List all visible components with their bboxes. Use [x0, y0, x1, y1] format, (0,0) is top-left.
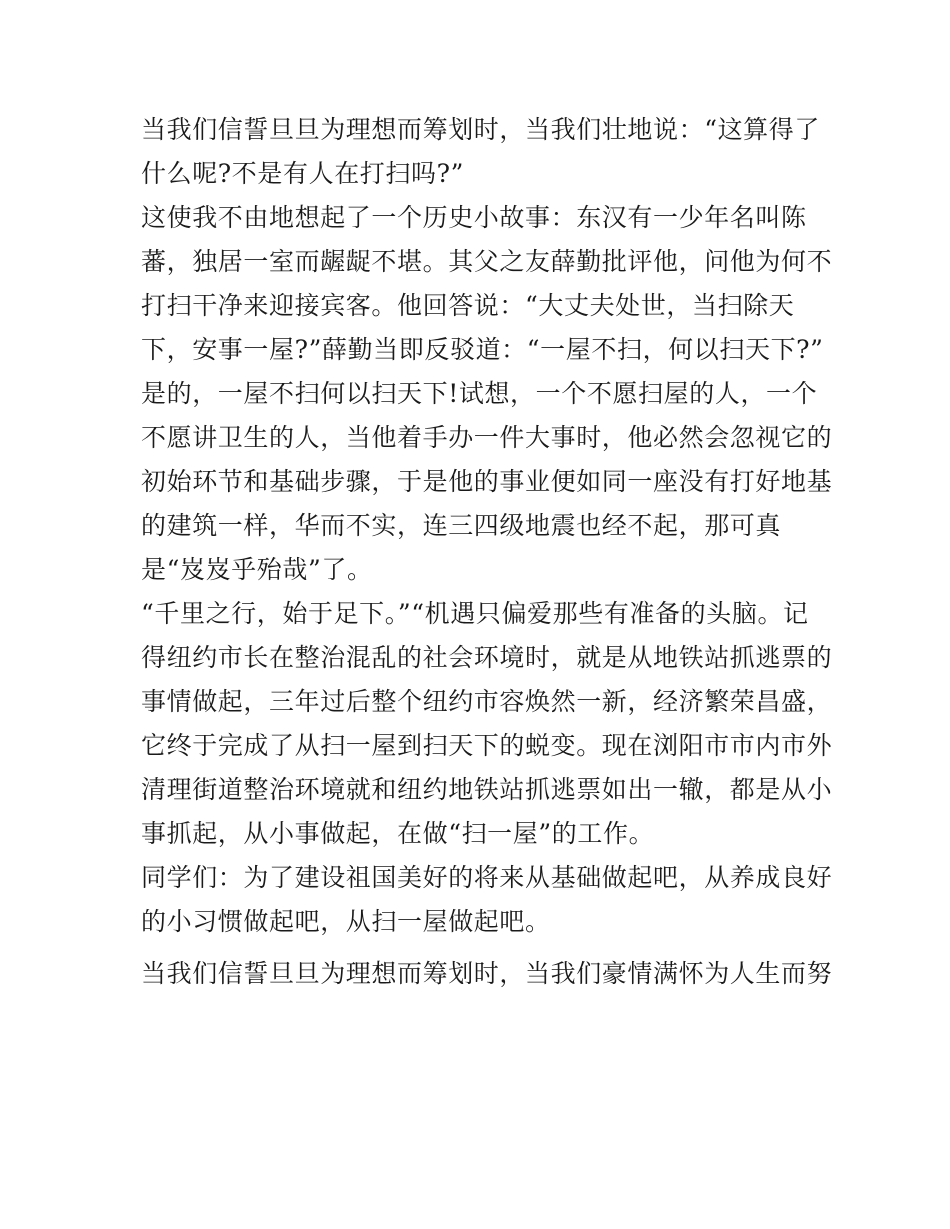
text-line: 下，安事一屋?”薛勤当即反驳道：“一屋不扫，何以扫天下?”	[141, 335, 824, 364]
document-body	[141, 108, 833, 996]
text-line: 的建筑一样，华而不实，连三四级地震也经不起，那可真	[141, 511, 782, 540]
text-line: 的小习惯做起吧，从扫一屋做起吧。	[141, 907, 551, 936]
text-line: 打扫干净来迎接宾客。他回答说：“大丈夫处世，当扫除天	[141, 291, 795, 320]
text-line: 得纽约市长在整治混乱的社会环境时，就是从地铁站抓逃票的	[141, 643, 833, 672]
text-line: 什么呢?不是有人在打扫吗?”	[141, 159, 464, 188]
text-line: 这使我不由地想起了一个历史小故事：东汉有一少年名叫陈	[141, 203, 807, 232]
text-line: 同学们：为了建设祖国美好的将来从基础做起吧，从养成良好	[141, 863, 833, 892]
text-line: 当我们信誓旦旦为理想而筹划时，当我们壮地说：“这算得了	[141, 115, 820, 144]
text-line: 初始环节和基础步骤，于是他的事业便如同一座没有打好地基	[141, 467, 833, 496]
text-line: 事抓起，从小事做起，在做“扫一屋”的工作。	[141, 819, 655, 848]
text-line: 蕃，独居一室而龌龊不堪。其父之友薛勤批评他，问他为何不	[141, 247, 833, 276]
text-line: 是“岌岌乎殆哉”了。	[141, 555, 373, 584]
text-line: 是的，一屋不扫何以扫天下!试想，一个不愿扫屋的人，一个	[141, 379, 818, 408]
text-line: 清理街道整治环境就和纽约地铁站抓逃票如出一辙，都是从小	[141, 775, 833, 804]
text-line: 事情做起，三年过后整个纽约市容焕然一新，经济繁荣昌盛，	[141, 687, 833, 716]
text-line: “千里之行，始于足下。”“机遇只偏爱那些有准备的头脑。记	[141, 599, 809, 628]
text-line: 它终于完成了从扫一屋到扫天下的蜕变。现在浏阳市市内市外	[141, 731, 833, 760]
text-line: 不愿讲卫生的人，当他着手办一件大事时，他必然会忽视它的	[141, 423, 833, 452]
text-line: 当我们信誓旦旦为理想而筹划时，当我们豪情满怀为人生而努	[141, 959, 833, 988]
